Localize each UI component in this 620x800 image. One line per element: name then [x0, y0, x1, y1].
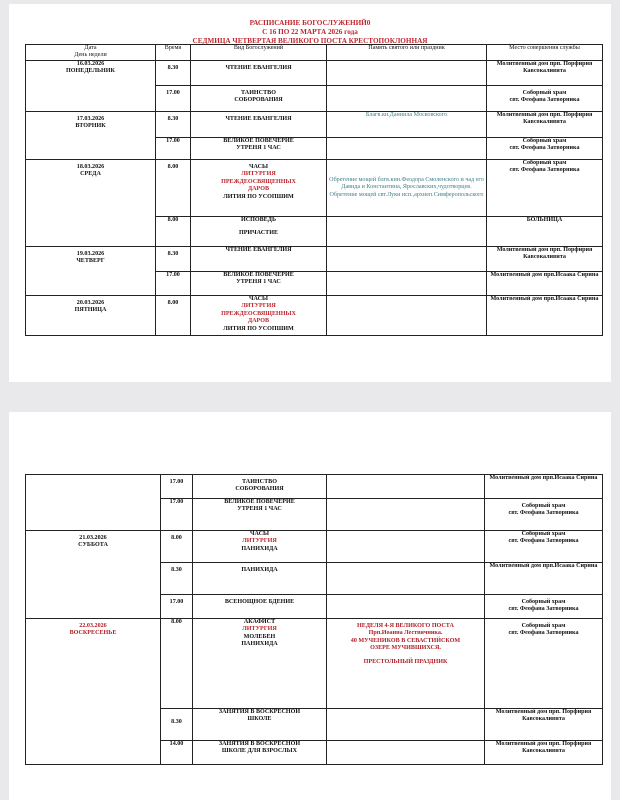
memory-cell	[327, 296, 487, 336]
time-cell: 17.00	[161, 595, 193, 619]
header-service: Вид Богослужений	[191, 45, 327, 61]
time-cell: 8.30	[161, 709, 193, 741]
place-cell: Соборный храм свт. Феофана Затворника	[487, 138, 603, 160]
memory-cell	[327, 531, 485, 563]
schedule-page-1	[9, 4, 611, 382]
memory-cell	[327, 247, 487, 272]
memory-cell	[327, 61, 487, 86]
table-row	[26, 112, 603, 138]
time-cell: 8.30	[161, 563, 193, 595]
schedule-title: РАСПИСАНИЕ БОГОСЛУЖЕНИЙ0	[249, 19, 371, 27]
time-cell: 17.00	[161, 499, 193, 531]
day-cell: 19.03.2026 ЧЕТВЕРГ	[26, 247, 156, 296]
service-cell: ТАИНСТВО СОБОРОВАНИЯ	[193, 475, 327, 499]
memory-cell: НЕДЕЛЯ 4-Я ВЕЛИКОГО ПОСТА Прп.Иоанна Лествичника. 40 МУЧЕНИКОВ В СЕВАСТИЙСКОМ ОЗЕРЕ МУЧИВШИХСЯ. ПРЕСТОЛЬНЫЙ ПРАЗДНИК	[327, 619, 485, 709]
memory-cell: Благв.кн.Даниила Московского	[327, 112, 487, 138]
memory-cell	[327, 595, 485, 619]
memory-cell	[327, 499, 485, 531]
service-cell: АКАФИСТ ЛИТУРГИЯ МОЛЕБЕН ПАНИХИДА	[193, 619, 327, 709]
service-cell: ПАНИХИДА	[193, 563, 327, 595]
time-cell: 8.00	[156, 160, 191, 217]
table-row	[26, 475, 603, 499]
time-cell: 8.30	[156, 61, 191, 86]
memory-cell	[327, 272, 487, 296]
time-cell: 8.00	[161, 619, 193, 709]
place-cell: Молитвенный дом прп. Порфирия Кавсокаливита	[485, 741, 603, 765]
header-memory: Память святого или праздник	[327, 45, 487, 61]
service-cell: ЧАСЫ ЛИТУРГИЯ ПРЕЖДЕОСВЯЩЕННЫХ ДАРОВ ЛИТИЯ ПО УСОПШИМ	[191, 160, 327, 217]
memory-cell	[327, 563, 485, 595]
memory-cell	[327, 741, 485, 765]
memory-cell	[327, 138, 487, 160]
table-row	[26, 61, 603, 86]
service-cell: ВЕЛИКОЕ ПОВЕЧЕРИЕ УТРЕНЯ 1 ЧАС	[191, 272, 327, 296]
service-cell: ЧТЕНИЕ ЕВАНГЕЛИЯ	[191, 112, 327, 138]
memory-cell	[327, 217, 487, 247]
header-time: Время	[156, 45, 191, 61]
time-cell: 17.00	[156, 272, 191, 296]
time-cell: 17.00	[156, 138, 191, 160]
table-header-row	[26, 45, 603, 61]
week-title: СЕДМИЦА ЧЕТВЕРТАЯ ВЕЛИКОГО ПОСТА КРЕСТОПОКЛОННАЯ	[192, 37, 428, 45]
header-date: Дата День недели	[26, 45, 156, 61]
service-cell: ЧАСЫ ЛИТУРГИЯ ПРЕЖДЕОСВЯЩЕННЫХ ДАРОВ ЛИТИЯ ПО УСОПШИМ	[191, 296, 327, 336]
service-cell: ЗАНЯТИЯ В ВОСКРЕСНОЙ ШКОЛЕ ДЛЯ ВЗРОСЛЫХ	[193, 741, 327, 765]
table-row	[26, 619, 603, 709]
table-row	[26, 296, 603, 336]
day-cell: 22.03.2026 ВОСКРЕСЕНЬЕ	[26, 619, 161, 765]
schedule-table-1	[25, 44, 603, 336]
time-cell: 8.00	[156, 217, 191, 247]
time-cell: 8.00	[156, 296, 191, 336]
place-cell: Молитвенный дом прп. Порфирия Кавсокаливита	[487, 247, 603, 272]
service-cell: ВЕЛИКОЕ ПОВЕЧЕРИЕ УТРЕНЯ 1 ЧАС	[193, 499, 327, 531]
place-cell: Соборный храм свт. Феофана Затворника	[485, 499, 603, 531]
service-cell: ЧТЕНИЕ ЕВАНГЕЛИЯ	[191, 247, 327, 272]
place-cell: Молитвенный дом прп. Порфирия Кавсокаливита	[487, 61, 603, 86]
time-cell: 14.00	[161, 741, 193, 765]
service-cell: ЗАНЯТИЯ В ВОСКРЕСНОЙ ШКОЛЕ	[193, 709, 327, 741]
day-cell: 17.03.2026 ВТОРНИК	[26, 112, 156, 160]
place-cell: Соборный храм свт. Феофана Затворника	[485, 595, 603, 619]
memory-cell	[327, 475, 485, 499]
service-cell: ВСЕНОЩНОЕ БДЕНИЕ	[193, 595, 327, 619]
place-cell: Молитвенный дом прп.Исаака Сирина	[487, 296, 603, 336]
service-cell: ЧТЕНИЕ ЕВАНГЕЛИЯ	[191, 61, 327, 86]
place-cell: Молитвенный дом прп. Порфирия Кавсокаливита	[487, 112, 603, 138]
table-row	[26, 160, 603, 217]
memory-cell: Обретение мощей блгв.кнн.Феодора Смоленского и чад его Давида и Константина, Ярославских,чудотворцев. Обретение мощей свт.Луки исп.,архиеп.Симферопольского	[327, 160, 487, 217]
schedule-table-2	[25, 474, 603, 765]
memory-cell	[327, 86, 487, 112]
service-cell: ВЕЛИКОЕ ПОВЕЧЕРИЕ УТРЕНЯ 1 ЧАС	[191, 138, 327, 160]
table-row	[26, 531, 603, 563]
schedule-page-2	[9, 412, 611, 800]
header-place: Место совершения службы	[487, 45, 603, 61]
time-cell: 8.30	[156, 247, 191, 272]
time-cell: 8.00	[161, 531, 193, 563]
table-row	[26, 247, 603, 272]
day-cell: 20.03.2026 ПЯТНИЦА	[26, 296, 156, 336]
place-cell: Соборный храм свт. Феофана Затворника	[487, 86, 603, 112]
day-cell: 18.03.2026 СРЕДА	[26, 160, 156, 247]
time-cell: 17.00	[156, 86, 191, 112]
day-cell: 21.03.2026 СУББОТА	[26, 531, 161, 619]
schedule-dates: С 16 ПО 22 МАРТА 2026 года	[262, 28, 358, 36]
day-cell: 16.03.2026 ПОНЕДЕЛЬНИК	[26, 61, 156, 112]
place-cell: Соборный храм свт. Феофана Затворника	[487, 160, 603, 217]
place-cell: Молитвенный дом прп.Исаака Сирина	[485, 563, 603, 595]
memory-cell	[327, 709, 485, 741]
service-cell: ТАИНСТВО СОБОРОВАНИЯ	[191, 86, 327, 112]
day-cell	[26, 475, 161, 531]
place-cell: Молитвенный дом прп.Исаака Сирина	[487, 272, 603, 296]
time-cell: 17.00	[161, 475, 193, 499]
place-cell: Молитвенный дом прп. Порфирия Кавсокаливита	[485, 709, 603, 741]
place-cell: Молитвенный дом прп.Исаака Сирина	[485, 475, 603, 499]
place-cell: Соборный храм свт. Феофана Затворника	[485, 531, 603, 563]
service-cell: ЧАСЫ ЛИТУРГИЯ ПАНИХИДА	[193, 531, 327, 563]
place-cell: Соборный храм свт. Феофана Затворника	[485, 619, 603, 709]
time-cell: 8.30	[156, 112, 191, 138]
service-cell: ИСПОВЕДЬ ПРИЧАСТИЕ	[191, 217, 327, 247]
place-cell: БОЛЬНИЦА	[487, 217, 603, 247]
